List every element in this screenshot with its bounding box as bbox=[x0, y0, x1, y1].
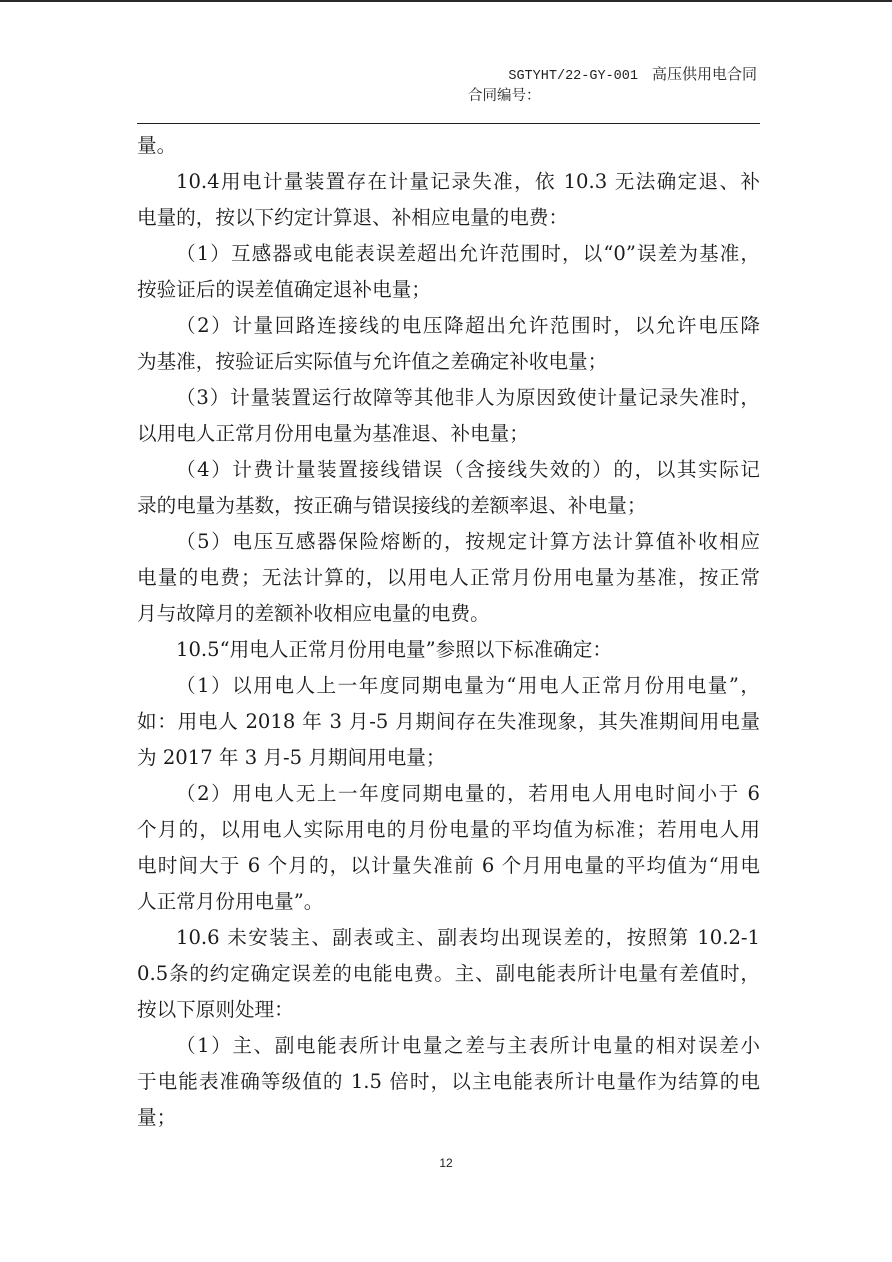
text-line: 10.4用电计量装置存在计量记录失准，依 10.3 无法确定退、补 bbox=[176, 170, 760, 193]
text-line: 10.6 未安装主、副表或主、副表均出现误差的，按照第 10.2-1 bbox=[176, 926, 760, 949]
text-line: （5）电压互感器保险熔断的，按规定计算方法计算值补收相应 bbox=[176, 530, 760, 553]
paragraph-10-4-item-1 bbox=[137, 236, 760, 308]
text-line: 个月的，以用电人实际用电的月份电量的平均值为标准；若用电人用 bbox=[137, 818, 760, 841]
text-line: 以用电人正常月份用电量为基准退、补电量； bbox=[137, 422, 529, 445]
paragraph-10-4-item-2 bbox=[137, 308, 760, 380]
contract-number-label: 合同编号： bbox=[468, 88, 541, 104]
text-line: （3）计量装置运行故障等其他非人为原因致使计量记录失准时， bbox=[176, 386, 760, 409]
text-line: （2）计量回路连接线的电压降超出允许范围时，以允许电压降 bbox=[176, 314, 760, 337]
paragraph-10-5-item-1 bbox=[137, 668, 760, 776]
paragraph-10-4 bbox=[137, 164, 760, 236]
paragraph-10-6 bbox=[137, 920, 760, 1028]
text-line: 为 2017 年 3 月-5 月期间用电量； bbox=[137, 746, 446, 769]
text-line: （4）计费计量装置接线错误（含接线失效的）的，以其实际记 bbox=[176, 458, 760, 481]
scan-top-edge bbox=[0, 0, 892, 2]
text-line: 如：用电人 2018 年 3 月-5 月期间存在失准现象，其失准期间用电量 bbox=[137, 710, 760, 733]
running-header bbox=[508, 64, 757, 84]
text-line: 于电能表准确等级值的 1.5 倍时，以主电能表所计电量作为结算的电 bbox=[137, 1070, 760, 1093]
text-line: 电时间大于 6 个月的，以计量失准前 6 个月用电量的平均值为“用电 bbox=[137, 854, 760, 877]
text-line: 电量的，按以下约定计算退、补相应电量的电费： bbox=[137, 206, 569, 229]
text-line: 量。 bbox=[137, 134, 177, 157]
text-line: 0.5条的约定确定误差的电能电费。主、副电能表所计电量有差值时， bbox=[137, 962, 760, 985]
document-body bbox=[137, 128, 760, 1136]
document-code: SGTYHT/22-GY-001 bbox=[508, 69, 638, 84]
paragraph-10-5-item-2 bbox=[137, 776, 760, 920]
text-line: （1）主、副电能表所计电量之差与主表所计电量的相对误差小 bbox=[176, 1034, 760, 1057]
text-line: （1）以用电人上一年度同期电量为“用电人正常月份用电量”， bbox=[176, 674, 760, 697]
page-number: 12 bbox=[439, 1156, 453, 1170]
text-line: 量； bbox=[137, 1106, 177, 1129]
paragraph-10-6-item-1 bbox=[137, 1028, 760, 1136]
text-line: 按验证后的误差值确定退补电量； bbox=[137, 278, 431, 301]
text-line: 人正常月份用电量”。 bbox=[137, 890, 324, 913]
paragraph-10-4-item-4 bbox=[137, 452, 760, 524]
text-line: 录的电量为基数，按正确与错误接线的差额率退、补电量； bbox=[137, 494, 647, 517]
paragraph-10-4-item-5 bbox=[137, 524, 760, 632]
text-line: 月与故障月的差额补收相应电量的电费。 bbox=[137, 602, 490, 625]
paragraph-10-4-item-3 bbox=[137, 380, 760, 452]
text-line: 按以下原则处理： bbox=[137, 998, 294, 1021]
header-rule bbox=[137, 123, 760, 124]
document-title: 高压供用电合同 bbox=[651, 65, 757, 83]
text-line: 电量的电费；无法计算的，以用电人正常月份用电量为基准，按正常 bbox=[137, 566, 760, 589]
paragraph-10-5 bbox=[137, 632, 760, 668]
text-line: （1）互感器或电能表误差超出允许范围时，以“0”误差为基准， bbox=[176, 242, 760, 265]
text-line: （2）用电人无上一年度同期电量的，若用电人用电时间小于 6 bbox=[176, 782, 760, 805]
text-line: 10.5“用电人正常月份用电量”参照以下标准确定： bbox=[176, 638, 612, 661]
paragraph-continuation bbox=[137, 128, 760, 164]
text-line: 为基准，按验证后实际值与允许值之差确定补收电量； bbox=[137, 350, 608, 373]
